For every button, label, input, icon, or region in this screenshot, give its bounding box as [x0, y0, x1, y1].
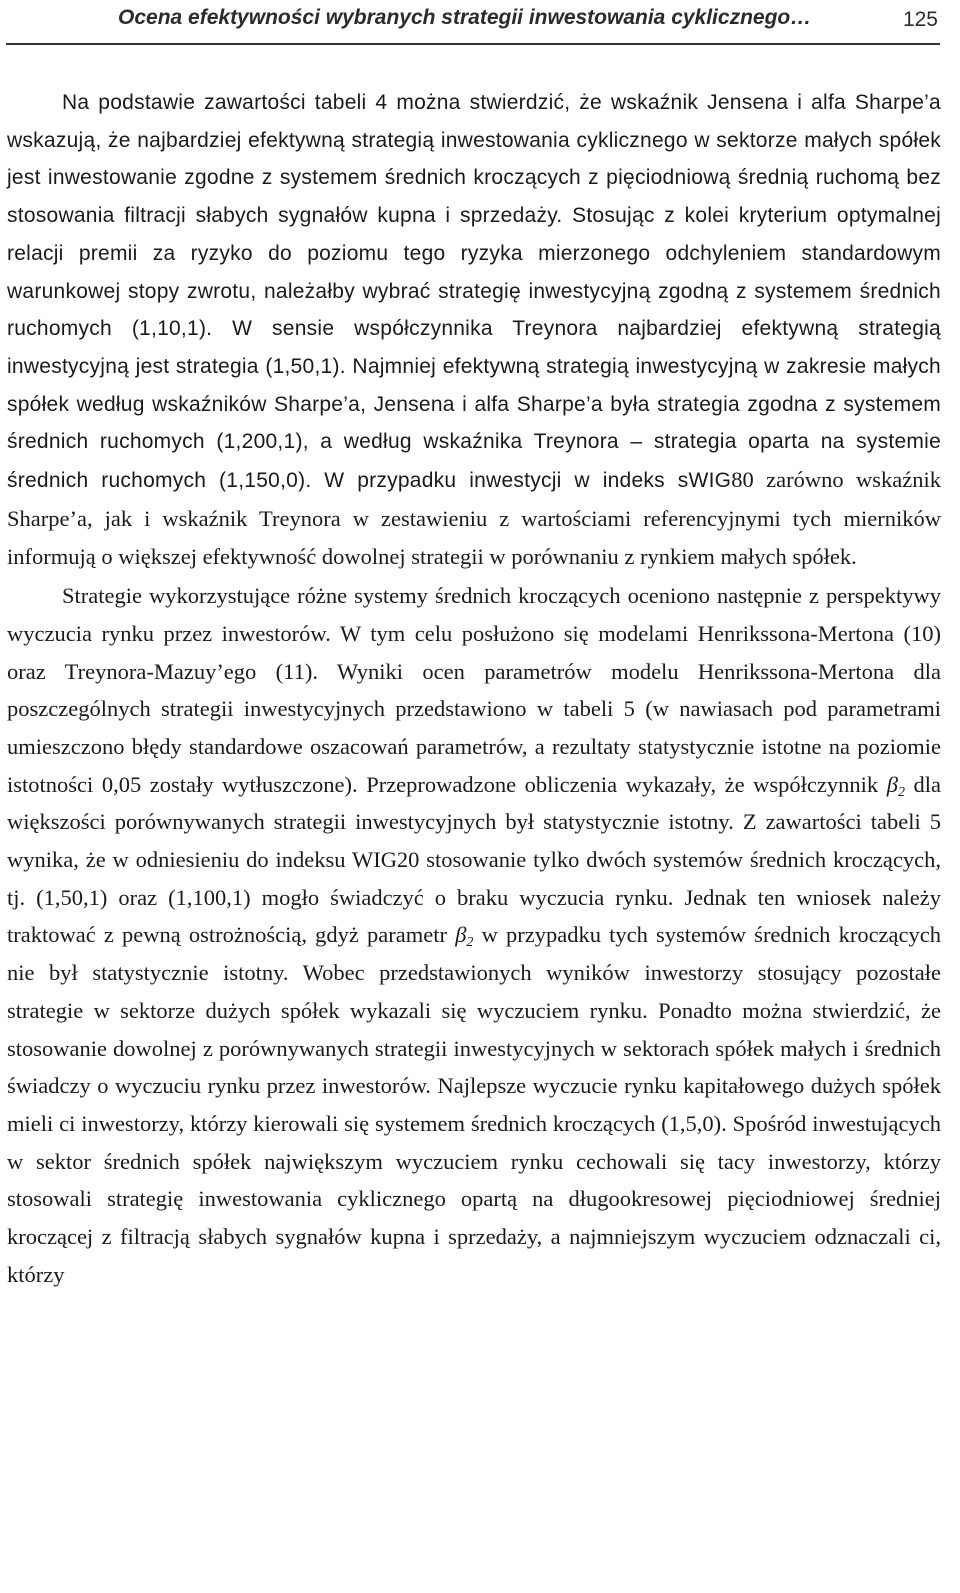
paragraph-2-text-b: dla większości porównywanych strategii inwestycyjnych był statystycznie istotny. Z zawartości tabeli 5 wynika, że w odniesieniu do indeksu WIG20 stosowanie tylko dwóch systemów średnich kroczących, tj. (1,50,1) oraz (1,100,1) mogło świadczyć o braku wyczucia rynku. Jednak ten wniosek należy traktować z pewną ostrożnością, gdyż parametr — [7, 771, 942, 948]
paragraph-1-sans-text: Na podstawie zawartości tabeli 4 można stwierdzić, że wskaźnik Jensena i alfa Sharpe’a wskazują, że najbardziej efektywną strategią inwestowania cyklicznego w sektorze małych spółek jest inwestowanie zgodne z systemem średnich kroczących z pięciodniową średnią ruchomą bez stosowania filtracji słabych sygnałów kupna i sprzedaży. Stosując z kolei kryterium optymalnej relacji premii za ryzyko do poziomu tego ryzyka mierzonego odchyleniem standardowym warunkowej stopy zwrotu, należałby wybrać strategię inwestycyjną zgodną z systemem średnich ruchomych (1,10,1). W sensie współczynnika Treynora najbardziej efektywną strategią inwestycyjną jest strategia (1,50,1). Najmniej efektywną strategią inwestycyjną w zakresie małych spółek według wskaźników Sharpe’a, Jensena i alfa Sharpe’a była strategia zgodna z systemem średnich ruchomych (1,200,1), a według wskaźnika Treynora – strategia oparta na systemie średnich ruchomych (1,150,0). W przypadku inwestycji w indeks sWIG — [7, 91, 941, 493]
header-divider — [6, 43, 940, 45]
paragraph-1-serif-text: 80 zarówno wskaźnik Sharpe’a, jak i wskaźnik Treynora w zestawieniu z wartościami referencyjnymi tych mierników informują o większej efektywność dowolnej strategii w porównaniu z rynkiem małych spółek. — [7, 467, 941, 570]
page-number: 125 — [902, 8, 938, 31]
beta-symbol: $\beta_2$ — [886, 771, 905, 800]
article-body — [7, 84, 941, 1294]
page-header — [0, 0, 960, 48]
paragraph-1 — [7, 84, 941, 577]
paragraph-2-text-c: w przypadku tych systemów średnich kroczących nie był statystycznie istotny. Wobec przedstawionych wyników inwestorzy stosujący pozostałe strategie w sektorze dużych spółek wykazali się wyczuciem rynku. Ponadto można stwierdzić, że stosowanie dowolnej z porównywanych strategii inwestycyjnych w sektorach spółek małych i średnich świadczy o wyczuciu rynku przez inwestorów. Najlepsze wyczucie rynku kapitałowego dużych spółek mieli ci inwestorzy, którzy kierowali się systemem średnich kroczących (1,5,0). Spośród inwestujących w sektor średnich spółek największym wyczuciem rynku cechowali się tacy inwestorzy, którzy stosowali strategię inwestowania cyklicznego opartą na długookresowej pięciodniowej średniej kroczącej z filtracją słabych sygnałów kupna i sprzedaży, a najmniejszym wyczuciem odznaczali ci, którzy — [7, 922, 941, 1287]
beta-symbol: $\beta_2$ — [455, 922, 474, 951]
paragraph-2-text-a: Strategie wykorzystujące różne systemy średnich kroczących oceniono następnie z perspektywy wyczucia rynku przez inwestorów. W tym celu posłużono się modelami Henrikssona-Mertona (10) oraz Treynora-Mazuy’ego (11). Wyniki ocen parametrów modelu Henrikssona-Mertona dla poszczególnych strategii inwestycyjnych przedstawiono w tabeli 5 (w nawiasach pod parametrami umieszczono błędy standardowe oszacowań parametrów, a rezultaty statystycznie istotne na poziomie istotności 0,05 zostały wytłuszczone). Przeprowadzone obliczenia wykazały, że współczynnik — [7, 583, 941, 797]
paragraph-2 — [7, 577, 941, 1293]
running-title: Ocena efektywności wybranych strategii inwestowania cyklicznego… — [118, 6, 812, 29]
